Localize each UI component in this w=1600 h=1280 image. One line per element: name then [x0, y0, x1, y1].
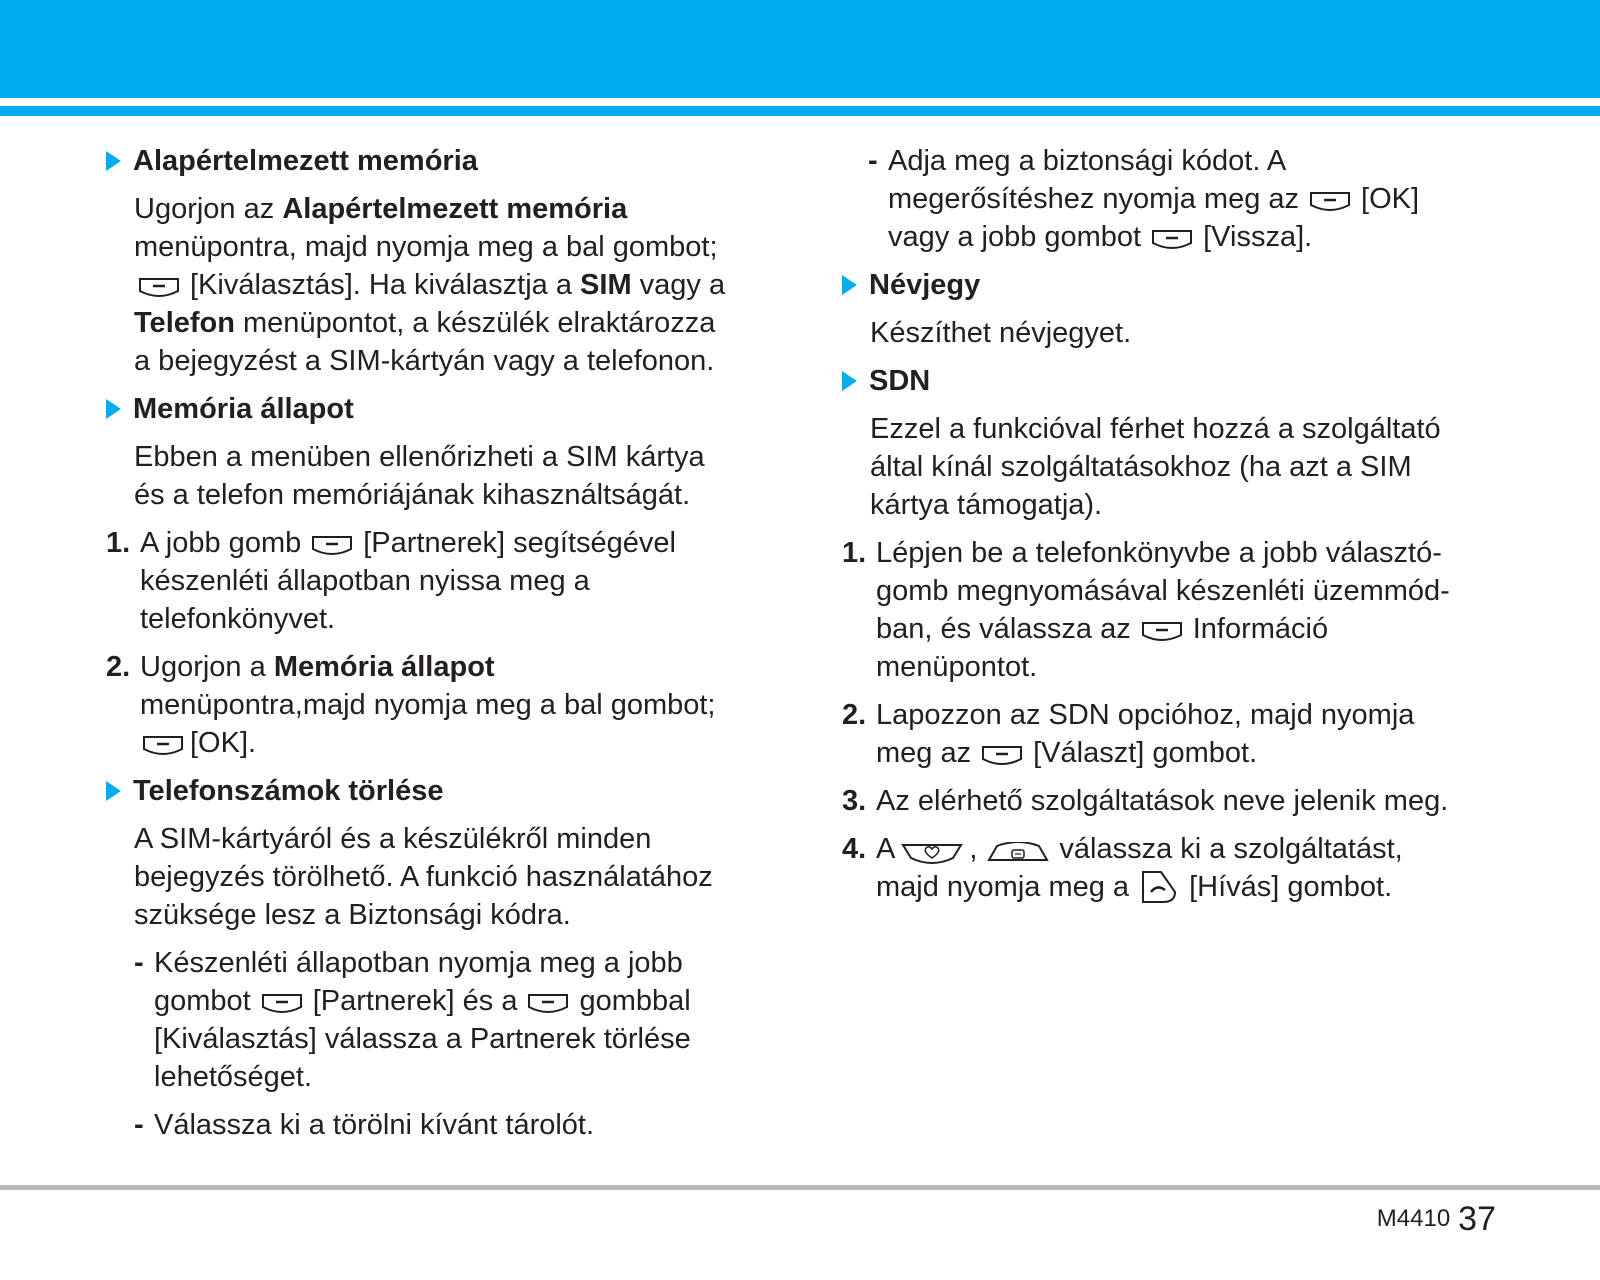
section-heading-sdn: SDN	[842, 362, 1502, 400]
bullet-triangle-icon	[842, 371, 857, 391]
send-key-icon	[1139, 870, 1179, 904]
sdn-step-1: 1. Lépjen be a telefonkönyvbe a jobb választó- gomb megnyomásával készenléti üzemmód- ban, és válassza az Információ menüpontot.	[842, 537, 1450, 683]
sdn-description: Ezzel a funkcióval férhet hozzá a szolgáltató által kínál szolgáltatásokhoz (ha azt a SIM kártya támogatja).	[870, 413, 1441, 521]
softkey-icon	[1141, 620, 1183, 646]
footer	[1377, 1200, 1496, 1239]
header-rule	[0, 106, 1600, 116]
softkey-icon	[142, 734, 184, 760]
page-number: 37	[1458, 1200, 1496, 1238]
delete-numbers-dash-item-1: - Készenléti állapotban nyomja meg a jobb gombot [Partnerek] és a gombbal [Kiválasztás] válassza a Partnerek törlése lehetőséget.	[134, 947, 691, 1093]
sdn-step-2: 2. Lapozzon az SDN opcióhoz, majd nyomja meg az [Választ] gombot.	[842, 699, 1415, 769]
header-band	[0, 0, 1600, 98]
softkey-icon	[138, 276, 180, 302]
sdn-step-3: 3. Az elérhető szolgáltatások neve jelenik meg.	[842, 785, 1449, 817]
section-heading-default-memory: Alapértelmezett memória	[106, 142, 786, 180]
memory-status-description: Ebben a menüben ellenőrizheti a SIM kártya és a telefon memóriájának kihasználtságát.	[134, 441, 705, 511]
softkey-icon	[261, 992, 303, 1018]
section-heading-memory-status: Memória állapot	[106, 390, 786, 428]
softkey-icon	[1309, 190, 1351, 216]
delete-numbers-description: A SIM-kártyáról és a készülékről minden bejegyzés törölhető. A funkció használatához szüksége lesz a Biztonsági kódra.	[134, 823, 713, 931]
delete-numbers-dash-item-2: - Válassza ki a törölni kívánt tárolót.	[134, 1109, 595, 1141]
navigation-up-icon	[901, 842, 963, 866]
section-heading-delete-numbers: Telefonszámok törlése	[106, 772, 786, 810]
default-memory-description: Ugorjon az Alapértelmezett memória menüpontra, majd nyomja meg a bal gombot; [Kiválasztás]. Ha kiválasztja a SIM vagy a Telefon menüpontot, a készülék elraktározza a bejegyzést a SIM-kártyán vagy a telefonon.	[134, 193, 726, 377]
memory-status-step-1: 1. A jobb gomb [Partnerek] segítségével készenléti állapotban nyissa meg a telefonkönyvet.	[106, 527, 676, 635]
left-column	[106, 142, 786, 1154]
right-column	[842, 142, 1502, 916]
bullet-triangle-icon	[106, 781, 121, 801]
business-card-description: Készíthet névjegyet.	[870, 317, 1132, 349]
softkey-icon	[311, 534, 353, 560]
navigation-down-icon	[987, 842, 1049, 866]
bullet-triangle-icon	[106, 151, 121, 171]
security-code-dash-item: - Adja meg a biztonsági kódot. A megerősítéshez nyomja meg az [OK] vagy a jobb gombot [Vissza].	[868, 145, 1420, 253]
section-heading-business-card: Névjegy	[842, 266, 1502, 304]
bullet-triangle-icon	[842, 275, 857, 295]
softkey-icon	[527, 992, 569, 1018]
model-name: M4410	[1376, 1205, 1451, 1232]
footer-rule	[0, 1185, 1600, 1190]
sdn-step-4: 4. A , válassza ki a szolgáltatást, majd nyomja meg a [Hívás] gombot.	[842, 833, 1403, 903]
softkey-icon	[1151, 228, 1193, 254]
softkey-icon	[981, 744, 1023, 770]
memory-status-step-2: 2. Ugorjon a Memória állapot menüpontra,majd nyomja meg a bal gombot; [OK].	[106, 651, 716, 759]
bullet-triangle-icon	[106, 399, 121, 419]
